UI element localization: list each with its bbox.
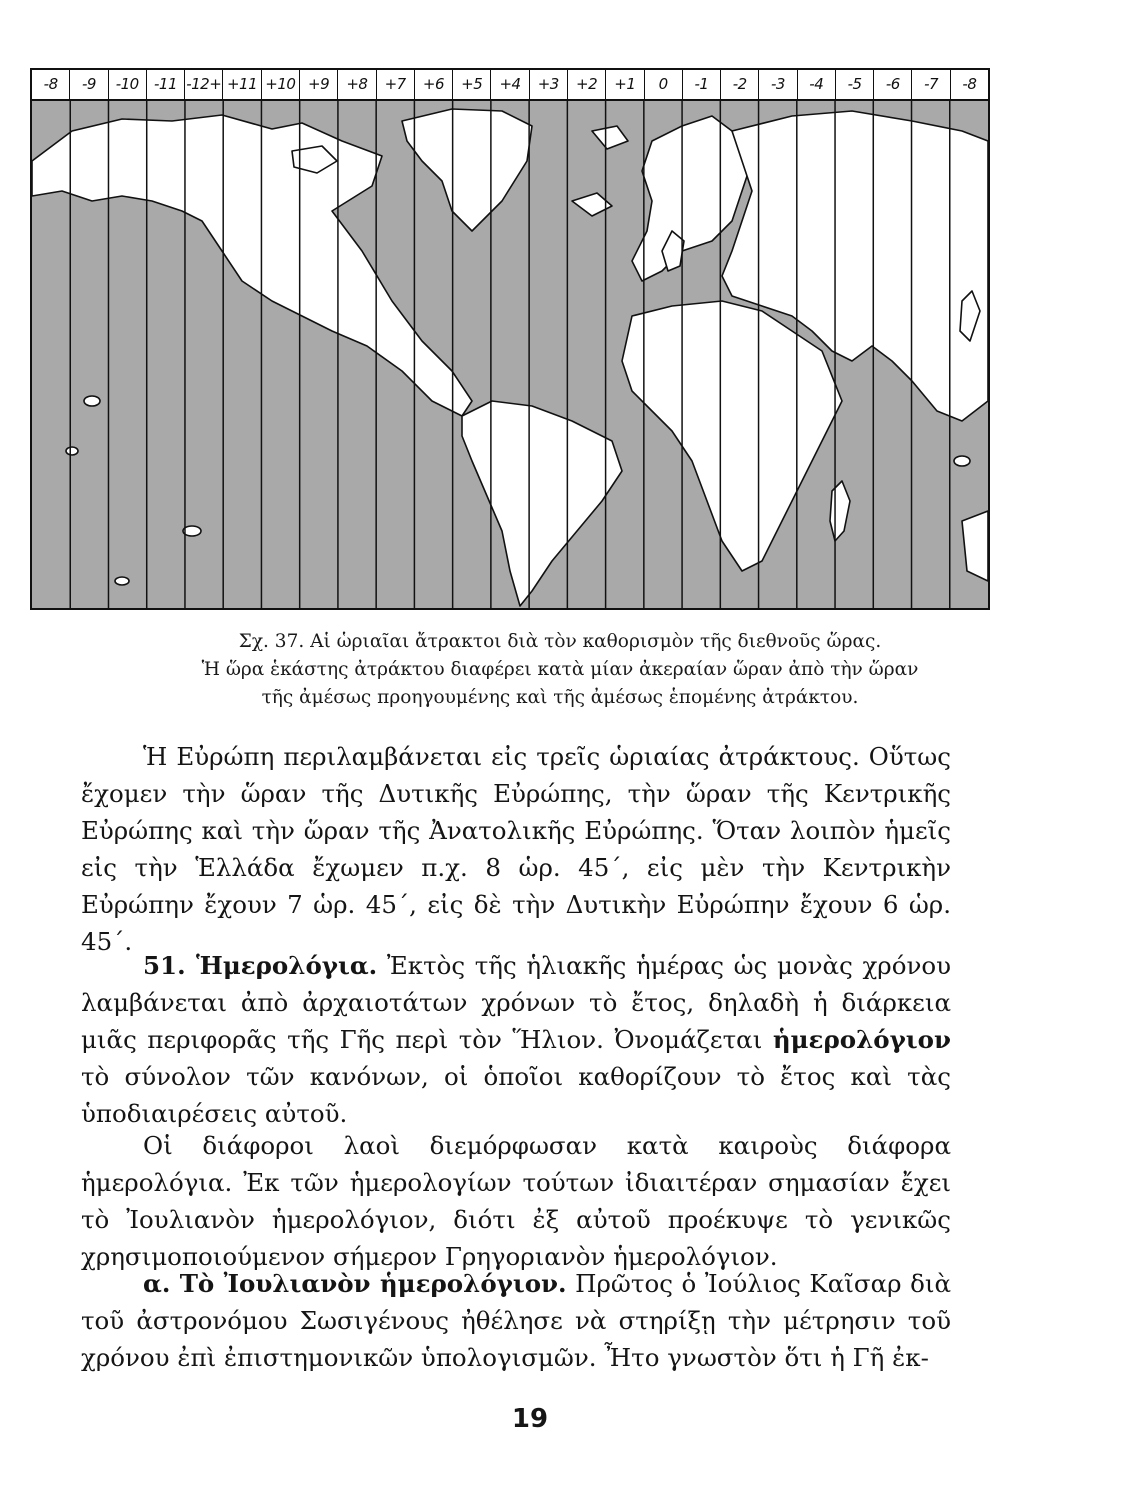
section-text-b: τὸ σύνολον τῶν κανόνων, οἱ ὁποῖοι καθορίζουν τὸ ἔτος καὶ τὰς ὑποδιαιρέσεις αὐτοῦ. [81, 1062, 951, 1128]
zone-label: -7 [912, 70, 950, 99]
section-heading: 51. Ἡμερολόγια. [143, 951, 378, 980]
subsection-julian [81, 1265, 951, 1376]
zone-label: -9 [70, 70, 108, 99]
zone-label: -1 [683, 70, 721, 99]
caption-line: τῆς ἀμέσως προηγουμένης καὶ τῆς ἀμέσως ἑπομένης ἀτράκτου. [261, 687, 859, 708]
zone-label: +1 [606, 70, 644, 99]
zone-label: +7 [377, 70, 415, 99]
zone-label: -11 [147, 70, 185, 99]
zone-label: +10 [262, 70, 300, 99]
section-text-a: Ἐκτὸς τῆς ἡλιακῆς ἡμέρας ὡς μονὰς χρόνου λαμβάνεται ἀπὸ ἀρχαιοτάτων χρόνων τὸ ἔτος, δηλαδὴ ἡ διάρκεια μιᾶς περιφορᾶς τῆς Γῆς περὶ τὸν Ἥλιον. Ὀνομάζεται [81, 951, 951, 1054]
subsection-heading: α. Τὸ Ἰουλιανὸν ἡμερολόγιον. [143, 1269, 567, 1298]
zone-label: +3 [530, 70, 568, 99]
pacific-island [66, 447, 78, 455]
zone-label: -2 [721, 70, 759, 99]
zone-label: -8 [32, 70, 70, 99]
zone-label: +6 [415, 70, 453, 99]
world-map [32, 101, 988, 608]
paragraph-calendars [81, 1127, 951, 1275]
zone-label: -5 [836, 70, 874, 99]
section-term: ἡμερολόγιον [772, 1025, 951, 1054]
pacific-island [115, 577, 129, 585]
zone-label: +9 [300, 70, 338, 99]
time-zone-scale [32, 70, 988, 101]
caption-line: Ἡ ὥρα ἑκάστης ἀτράκτου διαφέρει κατὰ μίαν ἀκεραίαν ὥραν ἀπὸ τὴν ὥραν [201, 659, 919, 680]
zone-label: +11 [223, 70, 261, 99]
figure-caption [60, 628, 1060, 712]
zone-label: +4 [491, 70, 529, 99]
zone-label: -6 [874, 70, 912, 99]
subsection-paragraph [81, 1265, 951, 1376]
zone-label: -8 [962, 75, 977, 93]
caption-line: Σχ. 37. Αἱ ὡριαῖαι ἄτρακτοι διὰ τὸν καθορισμὸν τῆς διεθνοῦς ὥρας. [238, 631, 882, 652]
zone-label: -3 [759, 70, 797, 99]
paragraph-europe-zones [81, 738, 951, 960]
zone-label: -12+ [185, 70, 223, 99]
page-number: 19 [511, 1404, 549, 1434]
zone-label: -4 [798, 70, 836, 99]
section-51 [81, 947, 951, 1132]
zone-label: +8 [338, 70, 376, 99]
zone-label: +5 [453, 70, 491, 99]
time-zone-map [30, 68, 990, 610]
pacific-island [84, 396, 100, 406]
paragraph-text: Ἡ Εὐρώπη περιλαμβάνεται εἰς τρεῖς ὡριαίας ἀτράκτους. Οὕτως ἔχομεν τὴν ὥραν τῆς Δυτικῆς Εὐρώπης, τὴν ὥραν τῆς Κεντρικῆς Εὐρώπης καὶ τὴν ὥραν τῆς Ἀνατολικῆς Εὐρώπης. Ὅταν λοιπὸν ἡμεῖς εἰς τὴν Ἑλλάδα ἔχωμεν π.χ. 8 ὡρ. 45΄, εἰς μὲν τὴν Κεντρικὴν Εὐρώπην ἔχουν 7 ὡρ. 45΄, εἰς δὲ τὴν Δυτικὴν Εὐρώπην ἔχουν 6 ὡρ. 45΄. [81, 742, 951, 956]
zone-label: 0 [645, 70, 683, 99]
subsection-text: Πρῶτος ὁ Ἰούλιος Καῖσαρ διὰ τοῦ ἀστρονόμου Σωσιγένους ἠθέλησε νὰ στηρίξῃ τὴν μέτρησιν τοῦ χρόνου ἐπὶ ἐπιστημονικῶν ὑπολογισμῶν. Ἦτο γνωστὸν ὅτι ἡ Γῆ ἐκ- [81, 1269, 952, 1372]
paragraph-text: Οἱ διάφοροι λαοὶ διεμόρφωσαν κατὰ καιροὺς διάφορα ἡμερολόγια. Ἐκ τῶν ἡμερολογίων τούτων ἰδιαιτέραν σημασίαν ἔχει τὸ Ἰουλιανὸν ἡμερολόγιον, διότι ἐξ αὐτοῦ προέκυψε τὸ γενικῶς χρησιμοποιούμενον σήμερον Γρηγοριανὸν ἡμερολόγιον. [81, 1131, 951, 1271]
section-paragraph [81, 947, 951, 1132]
pacific-island [954, 456, 970, 466]
zone-label: -10 [109, 70, 147, 99]
zone-label: +2 [568, 70, 606, 99]
